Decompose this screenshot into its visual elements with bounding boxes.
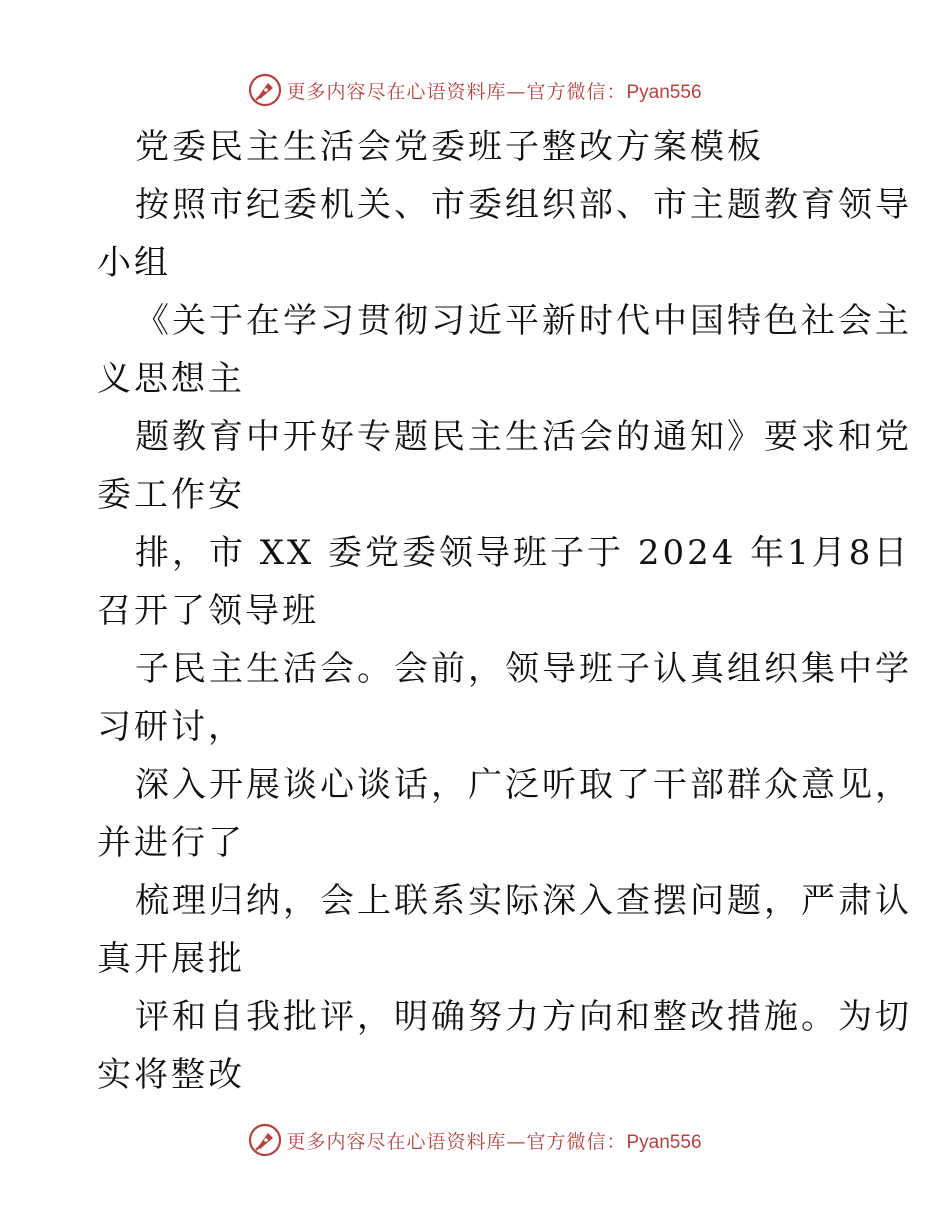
header-watermark-banner [0,70,950,110]
pen-nib-logo-icon [248,73,282,107]
doc-line: 评和自我批评，明确努力方向和整改措施。为切 [135,997,912,1037]
doc-line: 义思想主 [97,359,245,399]
watermark-text: 更多内容尽在心语资料库—官方微信：Pyan556 [286,1130,702,1153]
doc-line: 子民主生活会。会前，领导班子认真组织集中学 [135,649,912,689]
doc-line: 《关于在学习贯彻习近平新时代中国特色社会主 [135,301,912,341]
doc-line: 真开展批 [97,939,245,979]
doc-line: 深入开展谈心谈话，广泛听取了干部群众意见， [135,765,912,805]
doc-line: 排，市 XX 委党委领导班子于 2024 年1月8日 [135,533,911,573]
document-body [97,118,912,1104]
doc-line: 委工作安 [97,475,245,515]
doc-line: 按照市纪委机关、市委组织部、市主题教育领导 [135,185,912,225]
wechat-account: Pyan556 [626,1131,702,1153]
doc-line: 召开了领导班 [97,591,319,631]
doc-line: 题教育中开好专题民主生活会的通知》要求和党 [135,417,912,457]
doc-line: 习研讨， [97,707,245,747]
doc-line: 小组 [97,243,171,283]
doc-title: 党委民主生活会党委班子整改方案模板 [135,127,764,167]
pen-nib-logo-icon [248,1123,282,1157]
wechat-account: Pyan556 [626,81,702,103]
footer-watermark-banner [0,1120,950,1160]
doc-line: 梳理归纳，会上联系实际深入查摆问题，严肃认 [135,881,912,921]
watermark-text: 更多内容尽在心语资料库—官方微信：Pyan556 [286,80,702,103]
doc-line: 实将整改 [97,1055,245,1095]
doc-line: 并进行了 [97,823,245,863]
